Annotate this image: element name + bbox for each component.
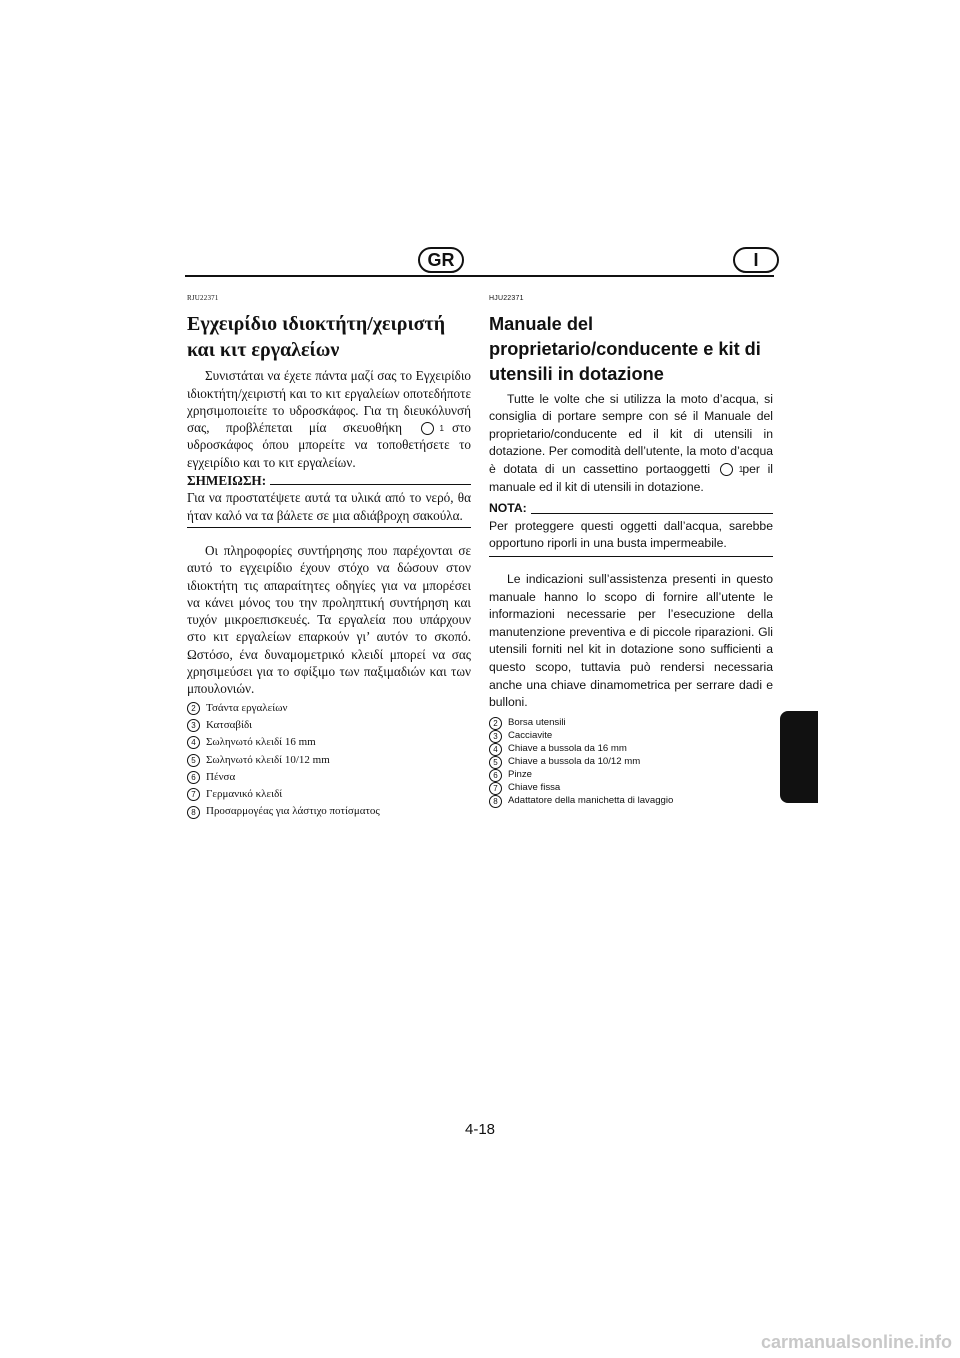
- list-item: [489, 743, 773, 756]
- list-item: [489, 756, 773, 769]
- list-item: [489, 795, 773, 808]
- note-end-rule: [187, 527, 471, 528]
- item-number: 5: [187, 754, 200, 767]
- item-text: Προσαρμογέας για λάστιχο ποτίσματος: [206, 805, 380, 818]
- item-text: Chiave a bussola da 16 mm: [508, 742, 627, 754]
- list-item: [489, 782, 773, 795]
- callout-number: 1: [421, 422, 434, 435]
- item-number: 8: [187, 806, 200, 819]
- item-text: Pinze: [508, 768, 532, 780]
- intro-paragraph: [489, 391, 773, 497]
- intro-text-a: Συνιστάται να έχετε πάντα μαζί σας το Εγχειρίδιο ιδιοκτήτη/χειριστή και το κιτ εργαλείων οποτεδήποτε χρησιμοποιείτε το υδροσκάφος. Για τη διευκόλυνσή σας, προβλέπεται μία σκευοθήκη: [187, 368, 471, 436]
- item-text: Σωληνωτό κλειδί 16 mm: [206, 736, 316, 749]
- maintenance-paragraph: Le indicazioni sull’assistenza presenti in questo manuale hanno lo scopo di fornire all’utente le informazioni necessarie per l’esecuzione della manutenzione preventiva e di piccole riparazioni. Gli utensili forniti nel kit in dotazione sono sufficienti a questo scopo, tuttavia può rendersi necessaria anche una chiave dinamometrica per serrare dadi e bulloni.: [489, 571, 773, 710]
- item-number: 7: [489, 782, 502, 795]
- list-item: [187, 700, 471, 717]
- maintenance-paragraph: Οι πληροφορίες συντήρησης που παρέχονται σε αυτό το εγχειρίδιο έχουν στόχο να δώσουν στον ιδιοκτήτη τις απαραίτητες οδηγίες για να μπορέσει να κάνει μόνος του την προληπτική συντήρηση και τυχόν μικροεπισκευές. Τα εργαλεία που υπάρχουν στο κιτ εργαλείων επαρκούν γι’ αυτόν το σκοπό. Ωστόσο, ένα δυναμομετρικό κλειδί μπορεί να σας χρησιμεύσει για το σφίξιμο των παξιμαδιών και των μπουλονιών.: [187, 542, 471, 697]
- item-number: 3: [187, 719, 200, 732]
- item-text: Chiave a bussola da 10/12 mm: [508, 755, 641, 767]
- note-label: NOTA:: [489, 501, 527, 516]
- note-text: Per proteggere questi oggetti dall’acqua, sarebbe opportuno riporli in una busta impermeabile.: [489, 518, 773, 551]
- list-item: [187, 752, 471, 769]
- note-rule: [270, 484, 471, 485]
- note-label: ΣΗΜΕΙΩΣΗ:: [187, 473, 267, 489]
- item-number: 8: [489, 795, 502, 808]
- note-header: [489, 500, 773, 518]
- intro-paragraph: [187, 367, 471, 471]
- section-title: Εγχειρίδιο ιδιοκτήτη/χειριστή και κιτ εργαλείων: [187, 313, 446, 362]
- page-number: 4-18: [464, 1121, 496, 1138]
- list-item: [187, 803, 471, 820]
- item-text: Adattatore della manichetta di lavaggio: [508, 794, 674, 806]
- section-code: RJU22371: [187, 294, 219, 302]
- list-item: [187, 786, 471, 803]
- item-text: Σωληνωτό κλειδί 10/12 mm: [206, 753, 330, 766]
- item-number: 5: [489, 756, 502, 769]
- note-text: Για να προστατέψετε αυτά τα υλικά από το νερό, θα ήταν καλό να τα βάλετε σε μια αδιάβροχη σακούλα.: [187, 490, 471, 523]
- item-number: 2: [187, 702, 200, 715]
- item-number: 2: [489, 717, 502, 730]
- section-side-tab: [780, 711, 818, 803]
- item-text: Τσάντα εργαλείων: [206, 701, 288, 714]
- list-item: [489, 730, 773, 743]
- item-number: 4: [489, 743, 502, 756]
- item-number: 6: [187, 771, 200, 784]
- list-item: [187, 734, 471, 751]
- section-title: Manuale del proprietario/conducente e kit di utensili in dotazione: [489, 313, 761, 384]
- item-text: Πένσα: [206, 770, 236, 783]
- language-badge-gr: GR: [418, 247, 464, 273]
- note-end-rule: [489, 556, 773, 557]
- list-item: [187, 769, 471, 786]
- intro-text-b: per il manuale ed il kit di utensili in dotazione.: [489, 461, 773, 494]
- item-text: Cacciavite: [508, 729, 553, 741]
- item-number: 3: [489, 730, 502, 743]
- callout-number: 1: [720, 463, 733, 476]
- item-text: Γερμανικό κλειδί: [206, 788, 283, 801]
- section-code: HJU22371: [489, 295, 524, 302]
- header-rule: [185, 275, 774, 277]
- intro-text-b: στο υδροσκάφος όπου μπορείτε να τοποθετήσετε το εγχειρίδιο και το κιτ εργαλείων.: [187, 420, 472, 470]
- italian-column: [489, 290, 773, 808]
- item-number: 7: [187, 788, 200, 801]
- note-rule: [531, 513, 773, 514]
- language-badge-i: I: [733, 247, 779, 273]
- item-text: Borsa utensili: [508, 716, 566, 728]
- item-number: 4: [187, 736, 200, 749]
- tool-list: [187, 700, 471, 821]
- tool-list: [489, 717, 773, 808]
- list-item: [187, 717, 471, 734]
- note-header: [187, 472, 471, 489]
- list-item: [489, 769, 773, 782]
- greek-column: [187, 290, 471, 821]
- watermark: carmanualsonline.info: [760, 1332, 952, 1352]
- item-text: Κατσαβίδι: [206, 718, 253, 731]
- list-item: [489, 717, 773, 730]
- item-number: 6: [489, 769, 502, 782]
- intro-text-a: Tutte le volte che si utilizza la moto d’acqua, si consiglia di portare sempre con sé il Manuale del proprietario/conducente ed il kit di utensili in dotazione. Per comodità dell’utente, la moto d’acqua è dotata di un cassettino portaoggetti: [489, 391, 773, 476]
- item-text: Chiave fissa: [508, 781, 561, 793]
